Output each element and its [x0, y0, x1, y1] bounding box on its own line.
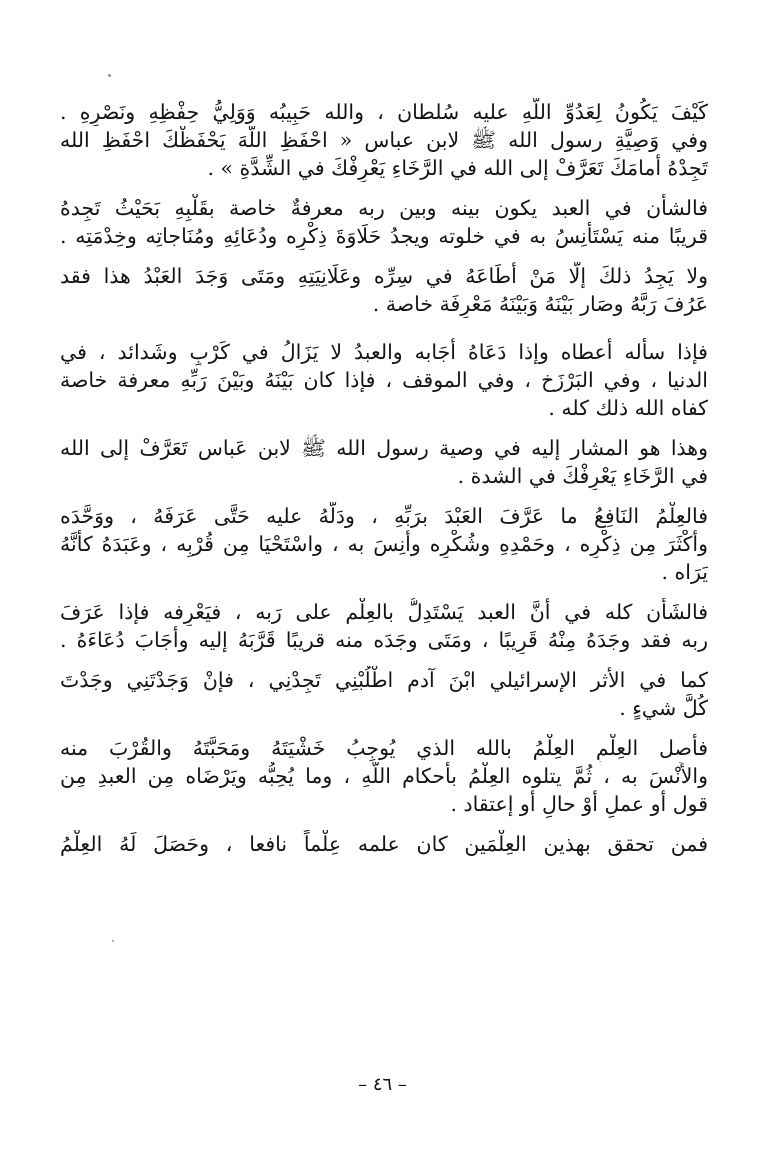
text-line: فالشَأن كله في أنَّ العبد يَسْتَدِلُّ بالعِلْم على رَبه ، فيَعْرِفه فإذا عَرَفَ — [60, 600, 708, 624]
text-line: وفي وَصِيَّةِ رسول الله ﷺ لابن عباس « احْفَظِ اللَّهَ يَحْفَظْكَ احْفَظِ الله — [60, 128, 708, 152]
text-line: كفاه الله ذلك كله . — [548, 396, 708, 420]
text-line: قريبًا منه يَسْتَأْنِسُ به في خلوته ويجدُ حَلَاوَةَ ذِكْرِه ودُعَائِهِ ومُنَاجاتِه وخِدْمَتِه . — [60, 224, 708, 248]
text-line: وأكْثَرَ مِن ذِكْرِه ، وحَمْدِهِ وشُكْرِه وأنِسَ به ، واسْتَحْيَا مِن قُرْبِه ، وعَبَدَهُ كأنَّهُ — [60, 532, 708, 556]
page-number: – ٤٦ – — [358, 1074, 407, 1095]
page-body — [60, 98, 708, 858]
text-line: كما في الأثر الإسرائيلي ابْنَ آدم اطْلُبْنِي تَجِدْنِي ، فإنْ وَجَدْتَنِي وجَدْتَ — [60, 668, 708, 692]
text-line: فالعِلْمُ النَافِعُ ما عَرَّفَ العَبْدَ برَبِّهِ ، ودَلَّهُ عليه حَتَّى عَرَفَهُ ، ووَحَّدَه — [60, 504, 708, 528]
scan-speck — [108, 74, 111, 77]
text-line: ولا يَجِدُ ذلكَ إلَّا مَنْ أطَاعَهُ في سِرِّه وعَلَانِيَتِهِ ومَتَى وَجَدَ العَبْدُ هذا فقد — [60, 264, 708, 288]
text-line: قول أو عملٍ أوْ حالٍ أو إعتقاد . — [450, 792, 708, 816]
text-line: كُلَّ شيءٍ . — [619, 696, 708, 720]
text-line: فالشأن في العبد يكون بينه وبين ربه معرفةٌ خاصة بقَلْبِهِ بَحَيْثُ تَجِدهُ — [60, 196, 708, 220]
text-line: فإذا سأله أعطاه وإذا دَعَاهُ أجَابه والعبدُ لا يَزَالُ في كَرْبٍ وشَدائد ، في — [60, 340, 708, 364]
text-line: كَيْفَ يَكُونُ لِعَدُوِّ اللَّهِ عليه سُلطان ، والله حَبِيبُه وَوَلِيُّ حِفْظِهِ ونَصْرِهِ . — [60, 100, 708, 124]
text-line: تَجِدْهُ أمامَكَ تَعَرَّفْ إلى الله في الرَّخَاءِ يَعْرِفْكَ في الشِّدَّةِ » . — [207, 156, 708, 180]
text-line: الدنيا ، وفي البَرْزَخ ، وفي الموقف ، فإذا كان بَيْنَهُ وبَيْنَ رَبِّهِ معرفة خاصة — [60, 368, 708, 392]
text-line: يَرَاه . — [661, 560, 708, 584]
scan-speck — [112, 940, 114, 942]
text-line: عَرُفَ رَبَّهُ وصَار بَيْنَهُ وَبَيْنَهُ مَعْرِفَة خاصة . — [372, 292, 708, 316]
text-line: فمن تحقق بهذين العِلْمَين كان علمه عِلْماً نافعا ، وحَصَلَ لَهُ العِلْمُ — [60, 832, 708, 856]
text-line: في الرَّخَاءِ يَعْرِفْكَ في الشدة . — [457, 464, 708, 488]
text-line: ربه فقد وجَدَهُ مِنْهُ قَرِيبًا ، ومَتَى وجَدَه منه قريبًا قَرَّبَهُ إليه وأجَابَ دُعَاءَهُ . — [60, 628, 708, 652]
text-line: فأصل العِلْمِ العِلْمُ بالله الذي يُوجِبُ خَشْيَتَهُ ومَحَبَّتَهُ والقُرْبَ منه — [60, 736, 708, 760]
text-line: والأُنْسَ به ، ثُمَّ يتلوه العِلْمُ بأحكام اللَّهِ ، وما يُحِبُّه ويَرْضَاه مِن العبدِ مِن — [60, 764, 708, 788]
text-line: وهذا هو المشار إليه في وصية رسول الله ﷺ لابن عَباس تَعَرَّفْ إلى الله — [60, 436, 708, 460]
